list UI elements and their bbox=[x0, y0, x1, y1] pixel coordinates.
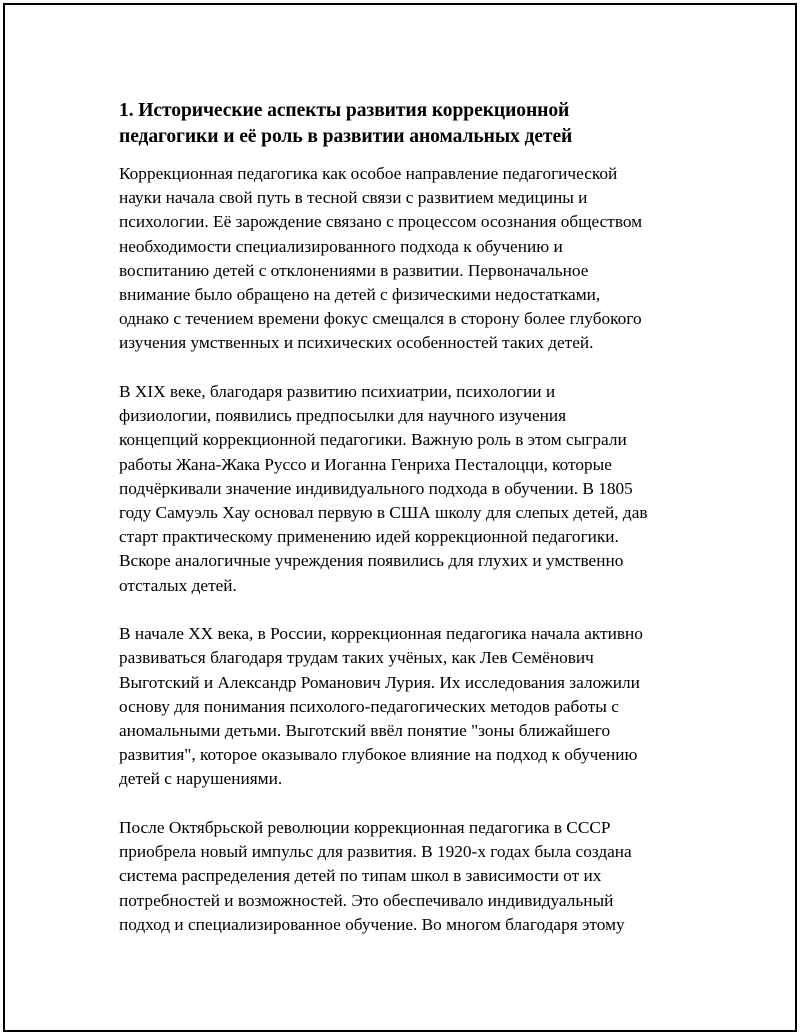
paragraph-line: внимание было обращено на детей с физическими недостатками, bbox=[119, 285, 601, 305]
paragraph bbox=[119, 380, 691, 598]
paragraph bbox=[119, 622, 691, 791]
paragraph-line: старт практическому применению идей коррекционной педагогики. bbox=[119, 527, 619, 547]
section-heading-line: педагогики и её роль в развитии аномальных детей bbox=[119, 126, 573, 147]
paragraph-line: развиваться благодаря трудам таких учёных, как Лев Семёнович bbox=[119, 648, 594, 668]
paragraph-line: изучения умственных и психических особенностей таких детей. bbox=[119, 333, 594, 353]
paragraph-line: году Самуэль Хау основал первую в США школу для слепых детей, дав bbox=[119, 503, 648, 523]
paragraph-line: науки начала свой путь в тесной связи с развитием медицины и bbox=[119, 188, 588, 208]
paragraph-line: подход и специализированное обучение. Во многом благодаря этому bbox=[119, 914, 625, 934]
paragraph-line: Вскоре аналогичные учреждения появились для глухих и умственно bbox=[119, 551, 624, 571]
paragraph bbox=[119, 162, 691, 356]
document-content bbox=[119, 98, 691, 961]
paragraph-line: отсталых детей. bbox=[119, 575, 237, 595]
paragraph-line: развития", которое оказывало глубокое влияние на подход к обучению bbox=[119, 745, 638, 765]
paragraph-line: детей с нарушениями. bbox=[119, 769, 283, 789]
paragraph-line: аномальными детьми. Выготский ввёл понятие "зоны ближайшего bbox=[119, 721, 611, 741]
section-heading bbox=[119, 98, 691, 150]
paragraph-line: необходимости специализированного подхода к обучению и bbox=[119, 236, 563, 256]
paragraph-line: приобрела новый импульс для развития. В 1920-х годах была создана bbox=[119, 842, 632, 862]
paragraph-line: В начале XX века, в России, коррекционная педагогика начала активно bbox=[119, 624, 643, 644]
paragraph-line: Выготский и Александр Романович Лурия. Их исследования заложили bbox=[119, 672, 640, 692]
paragraph-line: психологии. Её зарождение связано с процессом осознания обществом bbox=[119, 212, 643, 232]
paragraph-line: Коррекционная педагогика как особое направление педагогической bbox=[119, 164, 618, 183]
section-heading-line: 1. Исторические аспекты развития коррекционной bbox=[119, 100, 570, 121]
paragraph-line: подчёркивали значение индивидуального подхода в обучении. В 1805 bbox=[119, 478, 633, 498]
paragraph-line: основу для понимания психолого-педагогических методов работы с bbox=[119, 696, 619, 716]
paragraph-line: работы Жана-Жака Руссо и Иоганна Генриха Песталоцци, которые bbox=[119, 454, 612, 474]
document-page bbox=[3, 3, 797, 1032]
paragraph-line: потребностей и возможностей. Это обеспечивало индивидуальный bbox=[119, 890, 614, 910]
paragraph-line: система распределения детей по типам школ в зависимости от их bbox=[119, 866, 602, 886]
paragraph-line: физиологии, появились предпосылки для научного изучения bbox=[119, 406, 567, 426]
paragraph-line: однако с течением времени фокус смещался в сторону более глубокого bbox=[119, 309, 642, 329]
paragraph bbox=[119, 816, 691, 937]
paragraph-line: концепций коррекционной педагогики. Важную роль в этом сыграли bbox=[119, 430, 627, 450]
paragraph-line: воспитанию детей с отклонениями в развитии. Первоначальное bbox=[119, 260, 589, 280]
paragraph-line: После Октябрьской революции коррекционная педагогика в СССР bbox=[119, 818, 611, 838]
paragraph-line: В XIX веке, благодаря развитию психиатрии, психологии и bbox=[119, 382, 556, 402]
